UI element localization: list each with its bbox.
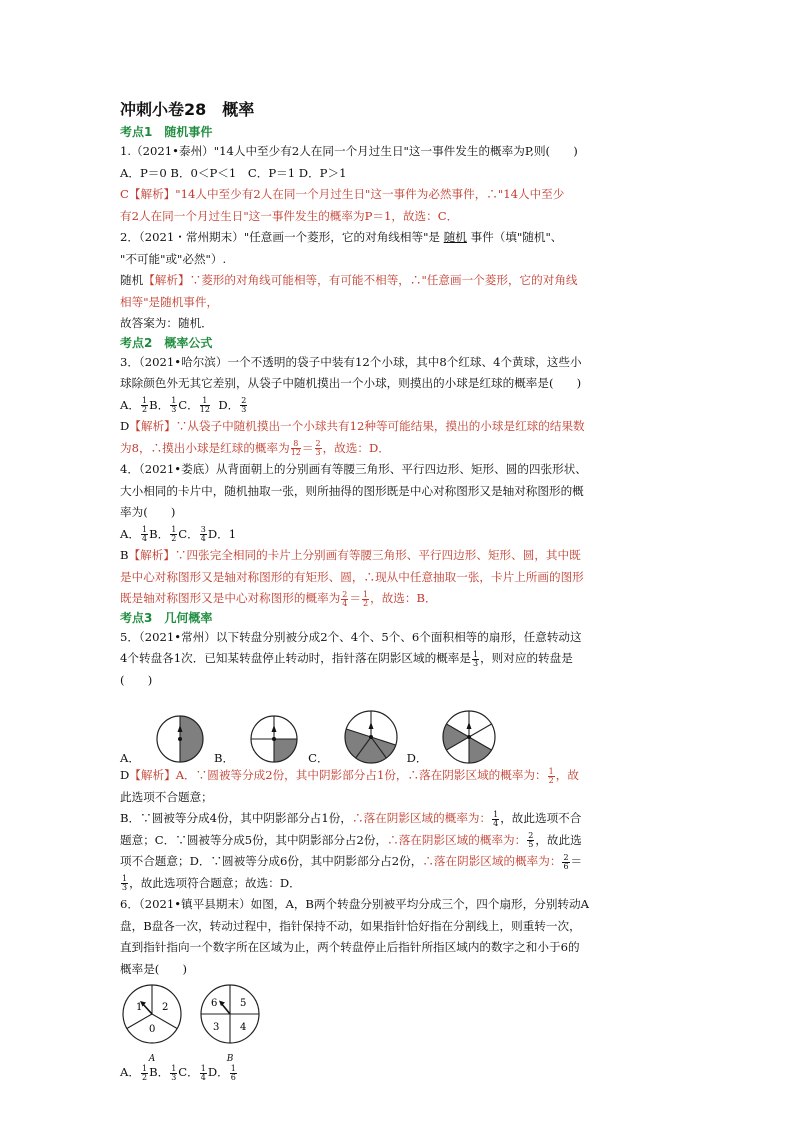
question-6-stem: 6．（2021•镇平县期末）如图，A，B两个转盘分别被平均分成三个，四个扇形，分别转动A [120,897,589,911]
question-4-options [120,524,680,546]
option-label-b: B． [213,751,235,765]
numerator: 2 [315,439,321,448]
fraction [230,1065,237,1082]
worksheet [120,98,680,1084]
option-d: D．1 [207,526,237,541]
denominator: 2 [141,405,148,414]
answer-text: 既是轴对称图形又是中心对称图形的概率为 [120,591,341,605]
question-2-answer [120,270,680,292]
option-label-d: D． [406,751,428,765]
question-5-answer-d [120,851,680,873]
fraction [362,591,369,608]
fraction [240,397,247,414]
question-5-stem: 5．（2021•常州）以下转盘分别被分成2个、4个、5个、6个面积相等的扇形，任意转动这 [120,629,582,644]
question-5-answer-b [120,808,680,830]
question-4-answer-cont-2 [120,588,680,610]
question-6-stem-cont-3: 概率是( ) [120,961,188,976]
denominator: 3 [122,883,128,892]
numerator: 1 [171,525,177,534]
q2-blank-answer: 随机 [443,230,467,244]
answer-letter: C [120,187,129,201]
fraction [527,832,534,849]
fraction [200,1065,207,1082]
question-3-stem-cont: 球除颜色外无其它差别，从袋子中随机摸出一个小球，则摸出的小球是红球的概率是( ) [120,376,582,390]
denominator: 3 [241,405,247,414]
spinner-a-diagram [120,982,184,1046]
answer-text: ，故此选 [535,832,582,847]
option-c: C． [178,397,199,412]
pointer-icon [368,722,373,729]
numerator: 1 [200,1063,206,1073]
spinner-c-diagram [343,709,399,765]
question-4-stem-cont-2: 率为( ) [120,505,176,519]
fraction [341,591,348,608]
question-2-conclusion: 故答案为：随机． [120,316,213,330]
fraction [170,397,177,414]
answer-text: ∴现从中任意抽取一张，卡片上所画的图形 [363,569,584,584]
question-6-stem-cont: 盘，B盘各一次，转动过程中，指针保持不动，如果指针恰好指在分割线上，则重转一次， [120,918,581,933]
option-d: D． [218,397,240,412]
numerator: 1 [122,874,128,883]
numerator: 1 [363,589,369,599]
denominator: 2 [171,534,177,543]
equals: ＝ [301,440,314,455]
section-heading-1: 考点1 随机事件 [120,125,213,139]
option-a: A． [120,397,140,412]
denominator: 2 [363,598,369,608]
denominator: 4 [200,534,206,543]
answer-letter: D [120,768,130,782]
spinner-d-diagram [441,709,497,765]
fraction [170,1065,177,1082]
denominator: 2 [548,775,554,785]
page-title: 冲刺小卷28 概率 [120,100,255,119]
pointer-icon [467,722,472,729]
option-c: C． [178,526,199,541]
option-b: B． [149,397,170,412]
numerator: 2 [563,852,569,862]
question-5-answer-cont: 此选项不合题意； [120,789,213,804]
answer-text: 题意；C．∵圆被等分成5份，其中阴影部分占2份， [120,832,388,847]
question-4-stem: 4．（2021•娄底）从背面朝上的分别画有等腰三角形、平行四边形、矩形、圆的四张形状、 [120,462,587,476]
denominator: 3 [171,1072,177,1082]
answer-text: 为8，∴摸出小球是红球的概率为 [120,440,290,455]
denominator: 3 [315,448,321,457]
shaded-sector [180,716,203,762]
question-4-stem-cont: 大小相同的卡片中，随机抽取一张，则所抽得的图形既是中心对称图形又是轴对称图形的概 [120,483,584,498]
question-1-answer-cont: 有2人在同一个月过生日"这一事件发生的概率为P＝1，故选：C． [120,208,459,223]
equals: ＝ [349,591,361,605]
question-3-options [120,395,680,417]
answer-text: ∵菱形的对角线可能相等，有可能不相等，∴"任意画一个菱形，它的对角线 [189,273,578,287]
fraction [472,651,479,668]
spinner-b-diagram [198,982,262,1046]
question-4-answer-cont [120,567,680,589]
question-5-stem-cont [120,648,680,670]
answer-text: ∵四张完全相同的卡片上分别画有等腰三角形、平行四边形、矩形、圆，其中既 [174,548,581,562]
denominator: 6 [230,1072,236,1082]
shaded-sector [443,724,469,750]
fraction [141,397,148,414]
option-b: B． [149,1065,170,1079]
question-5-answer-c [120,830,680,852]
numerator: 1 [141,396,148,405]
question-3-stem: 3．（2021•哈尔滨）一个不透明的袋子中装有12个小球，其中8个红球、4个黄球，这些小 [120,354,582,369]
sector-number: 2 [162,1002,169,1013]
fraction [141,1065,148,1082]
question-5-stem-cont-2: ( ) [120,672,153,687]
answer-text: ，故此选项符合题意；故选：D． [129,875,301,890]
question-5-answer [120,765,680,787]
numerator: 1 [171,396,177,405]
numerator: 2 [342,589,348,599]
answer-tag: 【解析】 [128,548,175,562]
numerator: 1 [548,766,554,776]
numerator: 2 [528,831,534,840]
denominator: 6 [563,861,569,871]
numerator: 3 [200,525,206,534]
answer-tag: 【解析】 [129,419,176,433]
denominator: 4 [141,534,148,543]
answer-text: ，故选：D． [322,440,390,455]
answer-text: "14人中至少有2人在同一个月过生日"这一事件为必然事件，∴"14人中至少 [175,187,565,201]
spinner-c [308,709,398,765]
sector-number: 5 [240,998,247,1009]
denominator: 3 [472,658,479,668]
answer-text: ∵从袋子中随机摸出一个小球共有12种等可能结果，摸出的小球是红球的结果数 [175,419,585,433]
option-d: D． [207,1065,229,1079]
fraction [562,854,569,871]
fraction [121,875,128,892]
fraction [141,526,148,543]
section-heading-3: 考点3 几何概率 [120,610,213,625]
option-label-a: A． [120,751,140,765]
fraction [200,397,210,414]
denominator: 3 [171,405,177,414]
answer-text: ，故此选项不合 [500,811,582,825]
numerator: 1 [200,397,210,406]
question-2-stem-cont: "不可能"或"必然"）. [120,251,227,266]
answer-tag: 【解析】 [129,768,176,782]
option-a: A． [120,526,140,541]
spinner-a [120,713,206,765]
denominator: 4 [493,818,499,828]
fraction [291,440,301,457]
sector-number: 4 [240,1022,247,1033]
q2-stem-text-2: 事件（填"随机"、 [470,230,563,244]
fraction [170,526,177,543]
option-c: C． [178,1065,199,1079]
denominator: 12 [290,448,301,457]
pointer-icon [272,725,277,732]
answer-letter: B [120,548,129,562]
question-6-stem-cont-2: 直到指针指向一个数字所在区域为止，两个转盘停止后指针所指区域内的数字之和小于6的 [120,940,580,954]
numerator: 2 [241,396,247,405]
answer-text: ∴落在阴影区域的概率为： [422,854,562,868]
question-1-stem: 1.（2021•泰州）"14人中至少有2人在同一个月过生日"这一事件发生的概率为P,则( ) [120,144,578,158]
option-b: B． [149,526,170,541]
sector-number: 1 [136,1002,143,1013]
answer-text: 是中心对称图形又是轴对称图形的有矩形、圆， [120,569,364,584]
stem-text: ，则对应的转盘是 [480,651,573,665]
answer-text: B．∵圆被等分成4份，其中阴影部分占1份， [120,811,352,825]
stem-text: 4个转盘各1次．已知某转盘停止转动时，指针落在阴影区域的概率是 [120,651,471,665]
numerator: 1 [141,525,148,534]
spinner-d [407,709,498,765]
answer-text: A．∵圆被等分成2份，其中阴影部分占1份，∴落在阴影区域的概率为： [175,768,547,782]
answer-letter: D [120,419,130,433]
sector-number: 3 [213,1022,220,1033]
question-2-stem [120,227,680,249]
denominator: 2 [141,1072,148,1082]
spinner-a-disk [120,982,184,1064]
question-6-options [120,1062,680,1084]
answer-tag: 【解析】 [128,187,176,201]
question-5-answer-d-cont [120,873,680,895]
numerator: 1 [472,649,479,659]
equals: ＝ [570,854,583,868]
sector-number: 0 [149,1024,156,1035]
numerator: 8 [291,440,301,449]
answer-text: ∴落在阴影区域的概率为： [351,811,492,825]
section-heading-2: 考点2 概率公式 [120,335,213,350]
option-a: A． [120,1065,140,1079]
spinner-b-diagram [248,713,300,765]
numerator: 1 [171,1063,177,1073]
spinner-b-disk [198,982,262,1064]
question-1-answer [120,184,680,206]
question-4-answer [120,545,680,567]
spinner-a-caption: A [148,1053,156,1064]
question-2-answer-cont: 相等"是随机事件， [120,294,219,309]
numerator: 1 [230,1063,236,1073]
sector-number: 6 [211,998,218,1009]
option-label-c: C． [308,751,329,765]
denominator: 4 [200,1072,206,1082]
answer-text: ∴落在阴影区域的概率为： [387,832,527,847]
fraction [315,440,322,457]
fraction [200,526,207,543]
spinner-b [214,713,300,765]
q2-stem-text: 2．（2021・常州期末）"任意画一个菱形，它的对角线相等"是 [120,230,440,244]
answer-text: ，故选：B． [370,591,437,605]
answer-word: 随机 [120,273,144,287]
question-1-options: A．P＝0 B．0＜P＜1 C．P＝1 D．P＞1 [120,165,347,180]
spinner-b-caption: B [226,1053,234,1064]
q6-spinner-figures [120,982,680,1062]
question-3-answer-cont [120,438,680,460]
denominator: 5 [528,840,534,849]
answer-text: ，故 [555,768,579,782]
answer-tag: 【解析】 [143,273,190,287]
denominator: 4 [342,598,348,608]
spinner-figures [120,695,680,765]
numerator: 1 [141,1063,148,1073]
fraction [492,811,499,828]
denominator: 12 [199,405,210,414]
shaded-sector [469,737,492,763]
answer-text: 项不合题意；D．∵圆被等分成6份，其中阴影部分占2份， [120,854,423,868]
numerator: 1 [493,809,499,819]
spinner-a-diagram [154,713,206,765]
question-3-answer [120,416,680,438]
fraction [548,768,555,785]
